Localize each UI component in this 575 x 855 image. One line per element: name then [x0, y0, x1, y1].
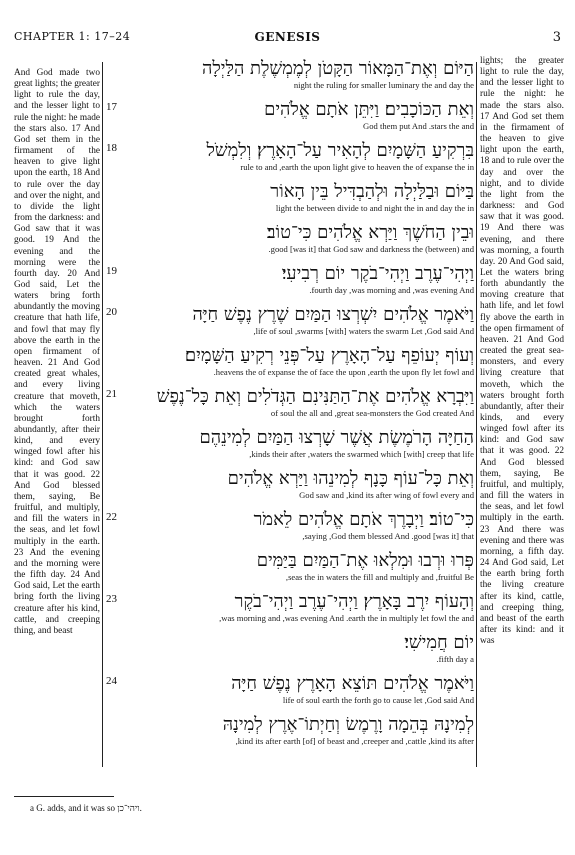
interlinear-line — [106, 345, 474, 378]
verse-number: 23 — [106, 593, 117, 605]
english-gloss-line: rule to and ,earth the upon light give to heaven the of expanse the in — [240, 162, 474, 172]
interlinear-line — [106, 468, 474, 501]
book-title: GENESIS — [254, 30, 321, 44]
verse-number: 20 — [106, 306, 117, 318]
interlinear-line — [106, 386, 474, 419]
hebrew-line: וְאֵת כָּל־עוֹף כָּנָף לְמִינֵהוּ וַיַּרְא אֱלֹהִים — [227, 468, 474, 489]
english-gloss-line: night the ruling for smaller luminary the and day the — [293, 80, 474, 90]
hebrew-line: וַיֹּאמֶר אֱלֹהִים יִשְׁרְצוּ הַמַּיִם שֶׁרֶץ נֶפֶשׁ חַיָּה — [192, 304, 474, 325]
interlinear-hebrew-english — [106, 58, 474, 788]
hebrew-line: הַיּוֹם וְאֶת־הַמָּאוֹר הַקָּטֹן לְמֶמְשֶׁלֶת הַלַּיְלָה — [202, 58, 474, 79]
interlinear-line — [106, 509, 474, 542]
hebrew-line: וַיֹּאמֶר אֱלֹהִים תּוֹצֵא הָאָרֶץ נֶפֶשׁ חַיָּה — [231, 673, 474, 694]
english-gloss-line: ,seas the in waters the fill and multiply and ,fruitful Be — [285, 572, 474, 582]
english-gloss-line: ,was morning and ,was evening And .earth the in multiply let fowl the and — [219, 613, 474, 623]
hebrew-line: בַּיּוֹם וּבַלַּיְלָה וּלְהַבְדִּיל בֵּין הָאוֹר — [270, 181, 474, 202]
interlinear-line — [106, 263, 474, 296]
english-gloss-line: ,life of soul ,swarms [with] waters the swarm Let ,God said And — [253, 326, 474, 336]
verse-number: 19 — [106, 265, 117, 277]
revised-version-column: lights; the greater light to rule the day, and the lesser light to rule the night: he made the stars also. 17 And God set them in the firmament of the heaven to give light upon the earth, 18 and to rule over the day and over the night, and to divide the light from the darkness: and God saw that it was good. 19 And there was evening, and there was morning, a fourth day. 20 And God said, Let the waters bring forth abundantly the moving creature that hath life, and let fowl fly above the earth in the open firmament of heaven. 21 And God created the great sea-monsters, and every living creature that moveth, which the waters brought forth abundantly, after their kinds, and every winged fowl after its kind: and God saw that it was good. 22 And God blessed them, saying, Be fruitful, and multiply, and fill the waters in the seas, and let fowl multiply in the earth. 23 And there was evening and there was morning, a fifth day. 24 And God said, Let the earth bring forth the living creature after its kind, cattle, and creeping thing, and beast of the earth after its kind: and it was — [480, 56, 564, 647]
verse-number: 18 — [106, 142, 117, 154]
page-header — [14, 30, 561, 48]
hebrew-line: פְּרוּ וּרְבוּ וּמִלְאוּ אֶת־הַמַּיִם בַּיַּמִּים — [256, 550, 474, 571]
english-gloss-line: of soul the all and ,great sea-monsters the God created And — [270, 408, 474, 418]
interlinear-line — [106, 673, 474, 706]
page-number: 3 — [552, 30, 561, 45]
hebrew-line: כִּי־טוֹב׃ וַיְבָרֶךְ אֹתָם אֱלֹהִים לֵאמֹר — [253, 509, 474, 530]
interlinear-line — [106, 427, 474, 460]
hebrew-line: הַחַיָּה הָרֹמֶשֶׂת אֲשֶׁר שָׁרְצוּ הַמַּיִם לְמִינֵהֶם — [199, 427, 474, 448]
interlinear-line — [106, 550, 474, 583]
hebrew-line: וַיִּבְרָא אֱלֹהִים אֶת־הַתַּנִּינִם הַגְּדֹלִים וְאֵת כָּל־נֶפֶשׁ — [156, 386, 474, 407]
hebrew-line: בִּרְקִיעַ הַשָּׁמָיִם לְהָאִיר עַל־הָאָרֶץ׃ וְלִמְשֹׁל — [206, 140, 474, 161]
english-gloss-line: .heavens the of expanse the of face the upon ,earth the upon fly let fowl and — [213, 367, 474, 377]
english-gloss-line: .good [was it] that God saw and darkness the (between) and — [268, 244, 474, 254]
verse-number: 21 — [106, 388, 117, 400]
interlinear-line — [106, 714, 474, 747]
english-gloss-line: life of soul earth the forth go to cause let ,God said And — [282, 695, 474, 705]
chapter-reference: CHAPTER 1: 17–24 — [14, 30, 131, 43]
interlinear-line — [106, 99, 474, 132]
interlinear-line — [106, 304, 474, 337]
column-divider-right — [476, 62, 477, 767]
english-gloss-line: God them put And .stars the and — [363, 121, 474, 131]
english-gloss-line: ,saying ,God them blessed And .good [was it] that — [302, 531, 474, 541]
english-gloss-line: ,kinds their after ,waters the swarmed which [with] creep that life — [249, 449, 474, 459]
interlinear-line — [106, 591, 474, 624]
hebrew-line: וְעוֹף יְעוֹפֵף עַל־הָאָרֶץ עַל־פְּנֵי רְקִיעַ הַשָּׁמָיִם׃ — [184, 345, 474, 366]
hebrew-line: וַיְהִי־עֶרֶב וַיְהִי־בֹקֶר יוֹם רְבִיעִי׃ — [281, 263, 474, 284]
english-gloss-line: God saw and ,kind its after wing of fowl every and — [299, 490, 474, 500]
interlinear-line — [106, 632, 474, 665]
hebrew-line: יוֹם חֲמִישִׁי׃ — [404, 632, 474, 653]
verse-number: 17 — [106, 101, 117, 113]
hebrew-line: וּבֵין הַחֹשֶׁךְ וַיַּרְא אֱלֹהִים כִּי־טוֹב׃ — [266, 222, 474, 243]
interlinear-line — [106, 181, 474, 214]
footnote-rule — [14, 796, 114, 797]
interlinear-line — [106, 140, 474, 173]
hebrew-line: וְאֵת הַכּוֹכָבִים׃ וַיִּתֵּן אֹתָם אֱלֹהִים — [264, 99, 474, 120]
english-gloss-line: ,kind its after earth [of] of beast and ,creeper and ,cattle ,kind its after — [235, 736, 474, 746]
verse-number: 24 — [106, 675, 117, 687]
english-gloss-line: .fifth day a — [436, 654, 474, 664]
interlinear-line — [106, 58, 474, 91]
column-divider-left — [102, 62, 103, 767]
english-gloss-line: .fourth day ,was morning and ,was evening And — [309, 285, 474, 295]
hebrew-line: לְמִינָהּ בְּהֵמָה וָרֶמֶשׂ וְחַיְתוֹ־אֶרֶץ לְמִינָהּ — [222, 714, 474, 735]
interlinear-line — [106, 222, 474, 255]
kjv-column: And God made two great lights; the greater light to rule the day, and the lesser light to rule the night: he made the stars also. 17 And God set them in the firmament of the heaven to give light upon the earth, 18 And to rule over the day and over the night, and to divide the light from the darkness: and God saw that it was good. 19 And the evening and the morning were the fourth day. 20 And God said, Let the waters bring forth abundantly the moving creature that hath life, and fowl that may fly above the earth in the open firmament of heaven. 21 And God created great whales, and every living creature that moveth, which the waters brought forth abundantly, after their kind, and every winged fowl after his kind: and God saw that it was good. 22 And God blessed them, saying, Be fruitful, and multiply, and fill the waters in the seas, and let fowl multiply in the earth. 23 And the evening and the morning were the fifth day. 24 And God said, Let the earth bring forth the living creature after his kind, cattle, and creeping thing, and beast — [14, 68, 100, 636]
english-gloss-line: light the between divide to and night the in and day the in — [275, 203, 474, 213]
verse-number: 22 — [106, 511, 117, 523]
footnote: a G. adds, and it was so ויהי־כן. — [30, 803, 142, 813]
hebrew-line: וְהָעוֹף יִרֶב בָּאָרֶץ׃ וַיְהִי־עֶרֶב וַיְהִי־בֹקֶר — [234, 591, 474, 612]
